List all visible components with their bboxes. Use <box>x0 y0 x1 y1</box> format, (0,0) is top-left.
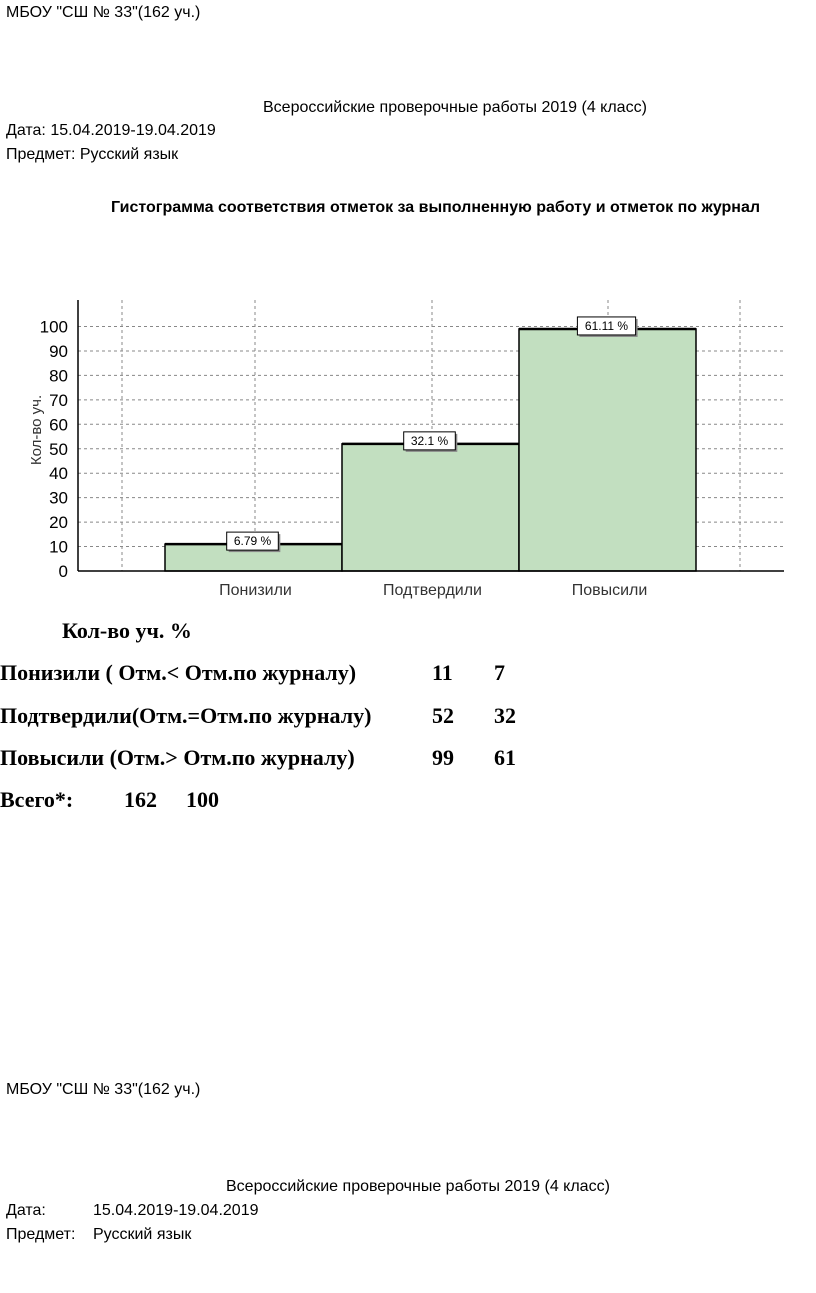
category-label: Подтвердили <box>382 582 483 599</box>
y-tick-label: 60 <box>49 415 68 435</box>
row-raised-count: 99 <box>432 745 454 770</box>
y-tick-label: 40 <box>49 464 68 484</box>
y-tick-label: 80 <box>49 366 68 386</box>
y-tick-label: 30 <box>49 488 68 508</box>
school-name-page2: МБОУ "СШ № 33"(162 уч.) <box>6 1081 201 1098</box>
y-tick-label: 70 <box>49 390 68 410</box>
date-label-page2: Дата: <box>6 1202 46 1219</box>
total-label: Всего*: <box>0 787 74 812</box>
table-header: Кол-во уч. % <box>62 618 192 643</box>
data-label: 6.79 % <box>233 534 272 549</box>
y-tick-label: 20 <box>49 513 68 533</box>
subject-label-page2: Предмет: <box>6 1226 76 1243</box>
x-category-labels <box>219 582 647 599</box>
y-tick-label: 90 <box>49 341 68 361</box>
data-label: 61.11 % <box>584 318 629 333</box>
subject-line: Предмет: Русский язык <box>6 146 179 163</box>
y-tick-label: 100 <box>39 317 68 337</box>
row-raised-percent: 61 <box>494 745 516 770</box>
subject-value-page2: Русский язык <box>93 1226 192 1243</box>
row-confirmed-label: Подтвердили(Отм.=Отм.по журналу) <box>0 703 372 728</box>
category-label: Повысили <box>571 582 648 599</box>
bar <box>519 329 696 571</box>
y-axis-title: Кол-во уч. <box>28 394 45 466</box>
bar <box>342 444 519 571</box>
work-title: Всероссийские проверочные работы 2019 (4 класс) <box>263 99 647 116</box>
date-value-page2: 15.04.2019-19.04.2019 <box>93 1202 259 1219</box>
y-tick-label: 50 <box>49 439 68 459</box>
total-count: 162 <box>124 787 157 812</box>
row-raised-label: Повысили (Отм.> Отм.по журналу) <box>0 745 355 770</box>
row-lowered-percent: 7 <box>494 660 505 685</box>
histogram-chart <box>0 290 816 610</box>
chart-title: Гистограмма соответствия отметок за выполненную работу и отметок по журнал <box>111 199 761 216</box>
y-tick-label: 10 <box>49 537 68 557</box>
category-label: Понизили <box>219 582 292 599</box>
row-confirmed-percent: 32 <box>494 703 516 728</box>
school-name: МБОУ "СШ № 33"(162 уч.) <box>6 4 201 21</box>
date-line: Дата: 15.04.2019-19.04.2019 <box>6 122 216 139</box>
work-title-page2: Всероссийские проверочные работы 2019 (4 класс) <box>226 1178 610 1195</box>
row-lowered-label: Понизили ( Отм.< Отм.по журналу) <box>0 660 357 685</box>
data-label: 32.1 % <box>410 433 449 448</box>
row-confirmed-count: 52 <box>432 703 454 728</box>
row-lowered-count: 11 <box>432 660 453 685</box>
y-tick-label: 0 <box>58 562 68 581</box>
total-percent: 100 <box>186 787 219 812</box>
